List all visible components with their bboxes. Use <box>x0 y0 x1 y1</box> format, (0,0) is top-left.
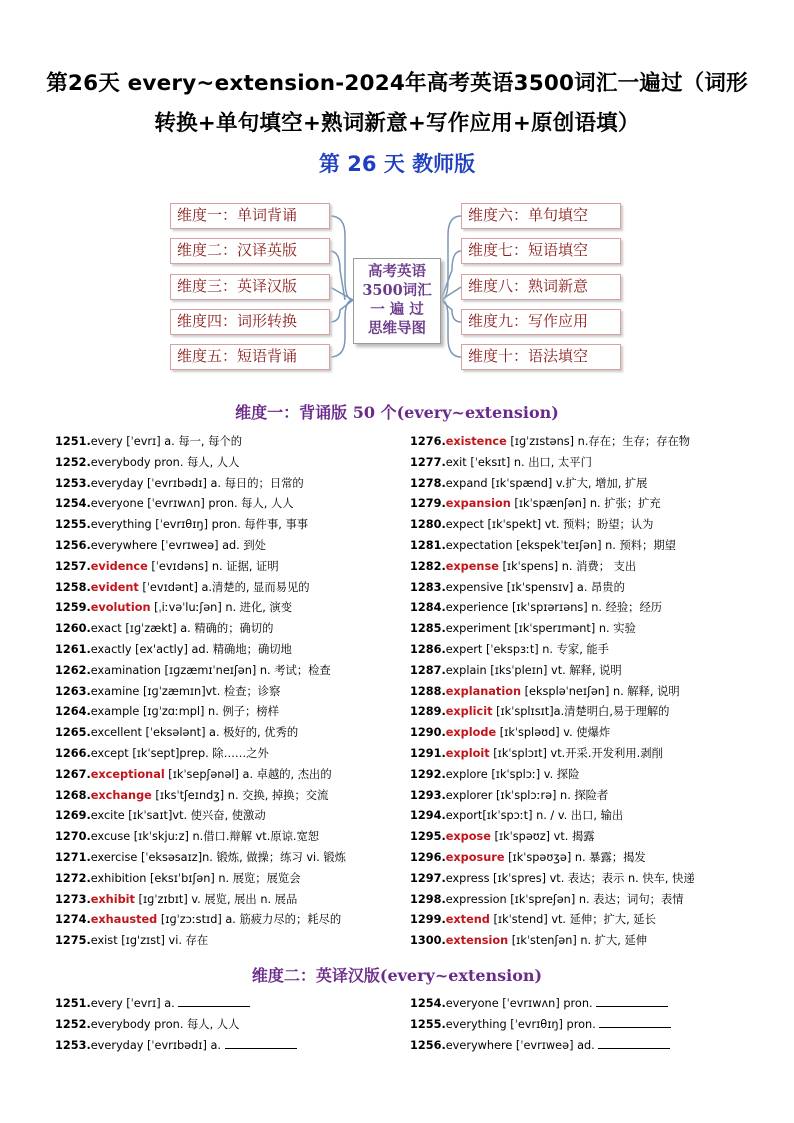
vocab-entry <box>55 702 407 723</box>
entry-word: everything <box>90 518 152 532</box>
vocab-entry <box>410 598 760 619</box>
entry-prompt: everyday [ˈevrɪbədɪ] a. <box>90 1039 225 1052</box>
entry-number: 1272. <box>55 871 91 885</box>
vocab-entry <box>55 536 407 557</box>
mindmap-node-dimension-8: 维度八：熟词新意 <box>461 274 621 300</box>
document-subtitle: 第 26 天 教师版 <box>318 152 476 176</box>
mindmap-node-dimension-4: 维度四：词形转换 <box>170 309 330 335</box>
entry-number: 1277. <box>410 455 446 469</box>
entry-number: 1256. <box>410 1039 446 1052</box>
entry-definition: [ɪkˈspɔːt] n. / v. 出口, 输出 <box>482 809 624 823</box>
entry-word: expression <box>445 892 507 906</box>
entry-definition: [ɪksˈtʃeɪndʒ] n. 交换, 掉换；交流 <box>151 788 329 802</box>
mindmap-node-dimension-7: 维度七：短语填空 <box>461 238 621 264</box>
entry-definition: [ɪkˈspensɪv] a. 昂贵的 <box>503 580 625 594</box>
entry-number: 1257. <box>55 559 91 573</box>
entry-number: 1256. <box>55 538 91 552</box>
vocab-entry <box>55 786 407 807</box>
vocab-entry <box>55 744 407 765</box>
vocab-entry <box>55 931 407 952</box>
entry-definition: [ɪkˈskjuːz] n.借口.辩解 vt.原谅.宽恕 <box>130 830 320 844</box>
entry-number: 1266. <box>55 746 91 760</box>
vocab-entry <box>55 474 407 495</box>
entry-number: 1279. <box>410 497 446 511</box>
vocab-entry <box>410 702 760 723</box>
entry-number: 1278. <box>410 476 446 490</box>
vocab-entry <box>410 806 760 827</box>
entry-definition: [ˈevrɪbədɪ] a. 每日的；日常的 <box>143 476 304 490</box>
translation-entry <box>410 993 750 1014</box>
vocab-entry <box>410 557 760 578</box>
entry-definition: [ɪkˈspekt] vt. 预料；盼望；认为 <box>483 518 654 532</box>
vocab-entry <box>55 578 407 599</box>
entry-word: excuse <box>90 830 131 844</box>
translation-entry <box>55 993 395 1014</box>
vocab-entry <box>55 806 407 827</box>
entry-number: 1264. <box>55 705 91 719</box>
vocab-entry <box>410 869 760 890</box>
entry-definition: [ɪɡˈzækt] a. 精确的；确切的 <box>121 622 274 636</box>
entry-definition: [ɪkˈspreʃən] n. 表达；词句；表情 <box>506 892 684 906</box>
document-title: 第26天 every~extension-2024年高考英语3500词汇一遍过（词形转换+单句填空+熟词新意+写作应用+原创语填） <box>46 71 748 136</box>
translation-entry <box>410 1035 750 1056</box>
entry-word: exploit <box>445 746 490 760</box>
entry-word: exercise <box>90 850 138 864</box>
entry-number: 1292. <box>410 767 446 781</box>
entry-word: except <box>90 746 129 760</box>
entry-word: exceptional <box>90 767 165 781</box>
entry-number: 1281. <box>410 538 446 552</box>
mindmap-center <box>353 258 441 344</box>
entry-definition: [ɪkˈspɪərɪəns] n. 经验；经历 <box>508 601 663 615</box>
entry-number: 1260. <box>55 622 91 636</box>
vocab-entry <box>410 474 760 495</box>
vocab-entry <box>55 557 407 578</box>
entry-number: 1297. <box>410 871 446 885</box>
vocab-entry <box>410 453 760 474</box>
entry-number: 1253. <box>55 476 91 490</box>
vocab-entry <box>55 598 407 619</box>
entry-word: explorer <box>445 788 493 802</box>
entry-number: 1251. <box>55 435 91 448</box>
entry-definition: [ˈevrɪweə] ad. 到处 <box>157 538 266 552</box>
entry-number: 1252. <box>55 1018 91 1031</box>
mindmap-center-line: 3500词汇 <box>362 282 432 299</box>
entry-number: 1259. <box>55 601 91 615</box>
entry-definition: [ˈeksəsaɪz]n. 锻炼, 做操；练习 vi. 锻炼 <box>137 850 346 864</box>
entry-number: 1267. <box>55 767 91 781</box>
entry-definition: [ɪkˈspəʊʒə] n. 暴露；揭发 <box>504 850 646 864</box>
entry-word: every <box>90 435 123 448</box>
entry-word: experiment <box>445 622 511 636</box>
vocab-entry <box>55 619 407 640</box>
entry-number: 1271. <box>55 850 91 864</box>
entry-definition: [ˌiːvəˈluːʃən] n. 进化, 演变 <box>150 601 293 615</box>
entry-number: 1291. <box>410 746 446 760</box>
entry-word: explode <box>445 726 497 740</box>
answer-blank[interactable] <box>596 995 668 1007</box>
entry-number: 1263. <box>55 684 91 698</box>
entry-number: 1252. <box>55 455 91 469</box>
entry-number: 1255. <box>410 1018 446 1031</box>
entry-definition: [ɪɡˈzæmɪn]vt. 检查；诊察 <box>139 684 281 698</box>
section-2-heading: 维度二：英译汉版(every~extension) <box>251 966 543 985</box>
vocab-entry <box>410 536 760 557</box>
entry-number: 1295. <box>410 830 446 844</box>
mindmap-center-line: 一 遍 过 <box>370 301 424 318</box>
entry-word: examine <box>90 684 140 698</box>
entry-word: exhibit <box>90 892 135 906</box>
vocab-entry <box>410 640 760 661</box>
vocab-entry <box>410 682 760 703</box>
entry-definition: [ˈeksələnt] a. 极好的, 优秀的 <box>141 726 299 740</box>
entry-number: 1299. <box>410 913 446 927</box>
entry-definition: [ˈeksɪt] n. 出口, 太平门 <box>466 455 592 469</box>
entry-number: 1290. <box>410 726 446 740</box>
vocab-entry <box>410 786 760 807</box>
entry-definition: [ɪkˈspres] vt. 表达；表示 n. 快车, 快递 <box>489 871 695 885</box>
mindmap-node-dimension-10: 维度十：语法填空 <box>461 344 621 370</box>
entry-definition: [ɪkˈsplɔː] v. 探险 <box>487 767 580 781</box>
entry-number: 1282. <box>410 559 446 573</box>
entry-definition: [ˈevɪdəns] n. 证据, 证明 <box>147 559 279 573</box>
entry-number: 1269. <box>55 809 91 823</box>
vocab-entry <box>410 494 760 515</box>
translation-entry <box>55 1035 395 1056</box>
entry-number: 1289. <box>410 705 446 719</box>
entry-word: experience <box>445 601 509 615</box>
answer-blank[interactable] <box>225 1037 297 1049</box>
entry-definition: [ɪkˈstenʃən] n. 扩大, 延伸 <box>508 934 648 948</box>
entry-definition: [ˈevrɪ] a. 每一, 每个的 <box>122 435 243 448</box>
entry-number: 1287. <box>410 663 446 677</box>
vocab-entry <box>55 910 407 931</box>
entry-number: 1251. <box>55 997 91 1010</box>
entry-number: 1283. <box>410 580 446 594</box>
vocab-entry <box>410 723 760 744</box>
entry-word: everyday <box>90 476 144 490</box>
entry-prompt: everybody pron. 每人, 人人 <box>90 1018 240 1031</box>
entry-number: 1255. <box>55 518 91 532</box>
mindmap-center-line: 高考英语 <box>368 263 426 280</box>
entry-number: 1286. <box>410 642 446 656</box>
entry-prompt: everything [ˈevrɪθɪŋ] pron. <box>445 1018 600 1031</box>
entry-number: 1298. <box>410 892 446 906</box>
entry-definition: [ɪkˈspens] n. 消费； 支出 <box>498 559 637 573</box>
answer-blank[interactable] <box>598 1037 670 1049</box>
answer-blank[interactable] <box>178 995 250 1007</box>
entry-word: evident <box>90 580 139 594</box>
entry-number: 1294. <box>410 809 446 823</box>
translation-entry <box>410 1014 750 1035</box>
section-1-left-column <box>55 432 407 952</box>
entry-word: exist <box>90 934 118 948</box>
entry-number: 1276. <box>410 435 446 448</box>
entry-number: 1254. <box>410 997 446 1010</box>
entry-definition: [ɪɡˈzɪstəns] n.存在；生存；存在物 <box>506 435 691 448</box>
entry-number: 1262. <box>55 663 91 677</box>
entry-word: excite <box>90 809 125 823</box>
entry-number: 1254. <box>55 497 91 511</box>
entry-number: 1275. <box>55 934 91 948</box>
mindmap-node-dimension-6: 维度六：单句填空 <box>461 203 621 229</box>
entry-word: exactly <box>90 642 132 656</box>
vocab-entry <box>410 931 760 952</box>
vocab-entry <box>410 661 760 682</box>
vocab-entry <box>55 453 407 474</box>
mindmap-node-dimension-3: 维度三：英译汉版 <box>170 274 330 300</box>
entry-definition: [ɪkˈstend] vt. 延伸；扩大, 延长 <box>489 913 656 927</box>
entry-word: extend <box>445 913 490 927</box>
mindmap-node-dimension-2: 维度二：汉译英版 <box>170 238 330 264</box>
vocab-entry <box>55 494 407 515</box>
vocab-entry <box>410 890 760 911</box>
entry-word: expense <box>445 559 499 573</box>
vocab-entry <box>410 827 760 848</box>
entry-word: expect <box>445 518 484 532</box>
entry-word: export <box>445 809 483 823</box>
vocab-entry <box>410 765 760 786</box>
entry-number: 1300. <box>410 934 446 948</box>
entry-word: evidence <box>90 559 148 573</box>
entry-word: extension <box>445 934 509 948</box>
vocab-entry <box>410 848 760 869</box>
entry-number: 1284. <box>410 601 446 615</box>
entry-word: expand <box>445 476 488 490</box>
entry-word: exhausted <box>90 913 158 927</box>
entry-definition: [ɪkˈsaɪt]vt. 使兴奋, 使激动 <box>124 809 266 823</box>
entry-definition: [ɪɡˈzɔːstɪd] a. 筋疲力尽的；耗尽的 <box>157 913 342 927</box>
entry-number: 1273. <box>55 892 91 906</box>
entry-number: 1296. <box>410 850 446 864</box>
entry-definition: [ɪɡˈzɑːmpl] n. 例子；榜样 <box>139 705 279 719</box>
entry-number: 1261. <box>55 642 91 656</box>
vocab-entry <box>55 723 407 744</box>
entry-definition: [ekspləˈneɪʃən] n. 解释, 说明 <box>521 684 680 698</box>
entry-number: 1285. <box>410 622 446 636</box>
entry-word: expensive <box>445 580 504 594</box>
entry-definition: [ˈevrɪθɪŋ] pron. 每件事, 事事 <box>151 518 309 532</box>
vocab-entry <box>55 848 407 869</box>
entry-word: everyone <box>90 497 144 511</box>
vocab-entry <box>55 515 407 536</box>
entry-word: explore <box>445 767 488 781</box>
entry-definition: [ɪksˈpleɪn] vt. 解释, 说明 <box>486 663 622 677</box>
entry-word: exposure <box>445 850 505 864</box>
vocab-entry <box>55 432 407 453</box>
section-1-right-column <box>410 432 760 952</box>
entry-definition: [ˈekspɜːt] n. 专家, 能手 <box>482 642 609 656</box>
entry-word: exit <box>445 455 467 469</box>
entry-word: excellent <box>90 726 142 740</box>
entry-number: 1253. <box>55 1039 91 1052</box>
vocab-entry <box>55 640 407 661</box>
vocab-entry <box>55 765 407 786</box>
entry-definition: [ɪkˈsept]prep. 除……之外 <box>128 746 269 760</box>
vocab-entry <box>410 910 760 931</box>
entry-definition: [ekspekˈteɪʃən] n. 预料；期望 <box>512 538 676 552</box>
entry-word: example <box>90 705 140 719</box>
entry-word: expert <box>445 642 483 656</box>
entry-number: 1270. <box>55 830 91 844</box>
mindmap-node-dimension-5: 维度五：短语背诵 <box>170 344 330 370</box>
entry-definition: [ˈevɪdənt] a.清楚的, 显而易见的 <box>138 580 310 594</box>
entry-number: 1274. <box>55 913 91 927</box>
entry-word: exact <box>90 622 122 636</box>
entry-definition: [ex'actly] ad. 精确地；确切地 <box>131 642 292 656</box>
translation-entry <box>55 1014 395 1035</box>
entry-definition: [ɪɡˈzɪbɪt] v. 展览, 展出 n. 展品 <box>134 892 298 906</box>
entry-number: 1258. <box>55 580 91 594</box>
entry-definition: [ɪkˈspləʊd] v. 使爆炸 <box>496 726 611 740</box>
vocab-entry <box>410 432 760 453</box>
vocab-entry <box>55 869 407 890</box>
entry-word: explain <box>445 663 487 677</box>
entry-number: 1268. <box>55 788 91 802</box>
entry-word: exchange <box>90 788 152 802</box>
entry-number: 1293. <box>410 788 446 802</box>
entry-word: express <box>445 871 490 885</box>
entry-word: everywhere <box>90 538 158 552</box>
entry-word: everybody <box>90 455 151 469</box>
entry-word: expansion <box>445 497 511 511</box>
answer-blank[interactable] <box>599 1016 671 1028</box>
entry-definition: [ˈevrɪwʌn] pron. 每人, 人人 <box>143 497 294 511</box>
entry-word: exhibition <box>90 871 147 885</box>
entry-definition: [ɪkˈsplɪsɪt]a.清楚明白,易于理解的 <box>492 705 670 719</box>
mindmap-node-dimension-9: 维度九：写作应用 <box>461 309 621 335</box>
vocab-entry <box>55 682 407 703</box>
section-2-right-column <box>410 993 750 1056</box>
vocab-entry <box>410 578 760 599</box>
entry-number: 1265. <box>55 726 91 740</box>
entry-definition: pron. 每人, 人人 <box>150 455 240 469</box>
entry-number: 1280. <box>410 518 446 532</box>
vocab-entry <box>410 515 760 536</box>
entry-definition: [ɪkˈspænʃən] n. 扩张；扩充 <box>510 497 661 511</box>
vocab-entry <box>55 661 407 682</box>
mindmap-node-dimension-1: 维度一：单词背诵 <box>170 203 330 229</box>
entry-definition: [eksɪˈbɪʃən] n. 展览；展览会 <box>146 871 301 885</box>
entry-word: explicit <box>445 705 493 719</box>
section-1-heading: 维度一：背诵版 50 个(every~extension) <box>235 403 559 422</box>
entry-definition: [ɪɡzæmɪˈneɪʃən] n. 考试；检查 <box>160 663 331 677</box>
vocab-entry <box>55 827 407 848</box>
entry-definition: [ɪkˈsplɔɪt] vt.开采.开发利用.剥削 <box>489 746 663 760</box>
entry-prompt: everywhere [ˈevrɪweə] ad. <box>445 1039 599 1052</box>
entry-definition: [ɪkˈsperɪmənt] n. 实验 <box>510 622 636 636</box>
entry-definition: [ɪkˈspəʊz] vt. 揭露 <box>490 830 595 844</box>
entry-word: expose <box>445 830 491 844</box>
entry-definition: [ɪkˈsepʃənəl] a. 卓越的, 杰出的 <box>164 767 332 781</box>
vocab-entry <box>410 619 760 640</box>
entry-definition: [ɪkˈspænd] v.扩大, 增加, 扩展 <box>487 476 648 490</box>
entry-word: explanation <box>445 684 522 698</box>
entry-definition: [ɪkˈsplɔːrə] n. 探险者 <box>492 788 609 802</box>
entry-word: examination <box>90 663 161 677</box>
entry-prompt: every [ˈevrɪ] a. <box>90 997 179 1010</box>
entry-word: expectation <box>445 538 513 552</box>
mindmap-center-line: 思维导图 <box>368 320 426 337</box>
entry-word: existence <box>445 435 507 448</box>
section-2-left-column <box>55 993 395 1056</box>
entry-word: evolution <box>90 601 151 615</box>
entry-prompt: everyone [ˈevrɪwʌn] pron. <box>445 997 597 1010</box>
vocab-entry <box>55 890 407 911</box>
entry-definition: [ɪg'zɪst] vi. 存在 <box>117 934 209 948</box>
vocab-entry <box>410 744 760 765</box>
entry-number: 1288. <box>410 684 446 698</box>
